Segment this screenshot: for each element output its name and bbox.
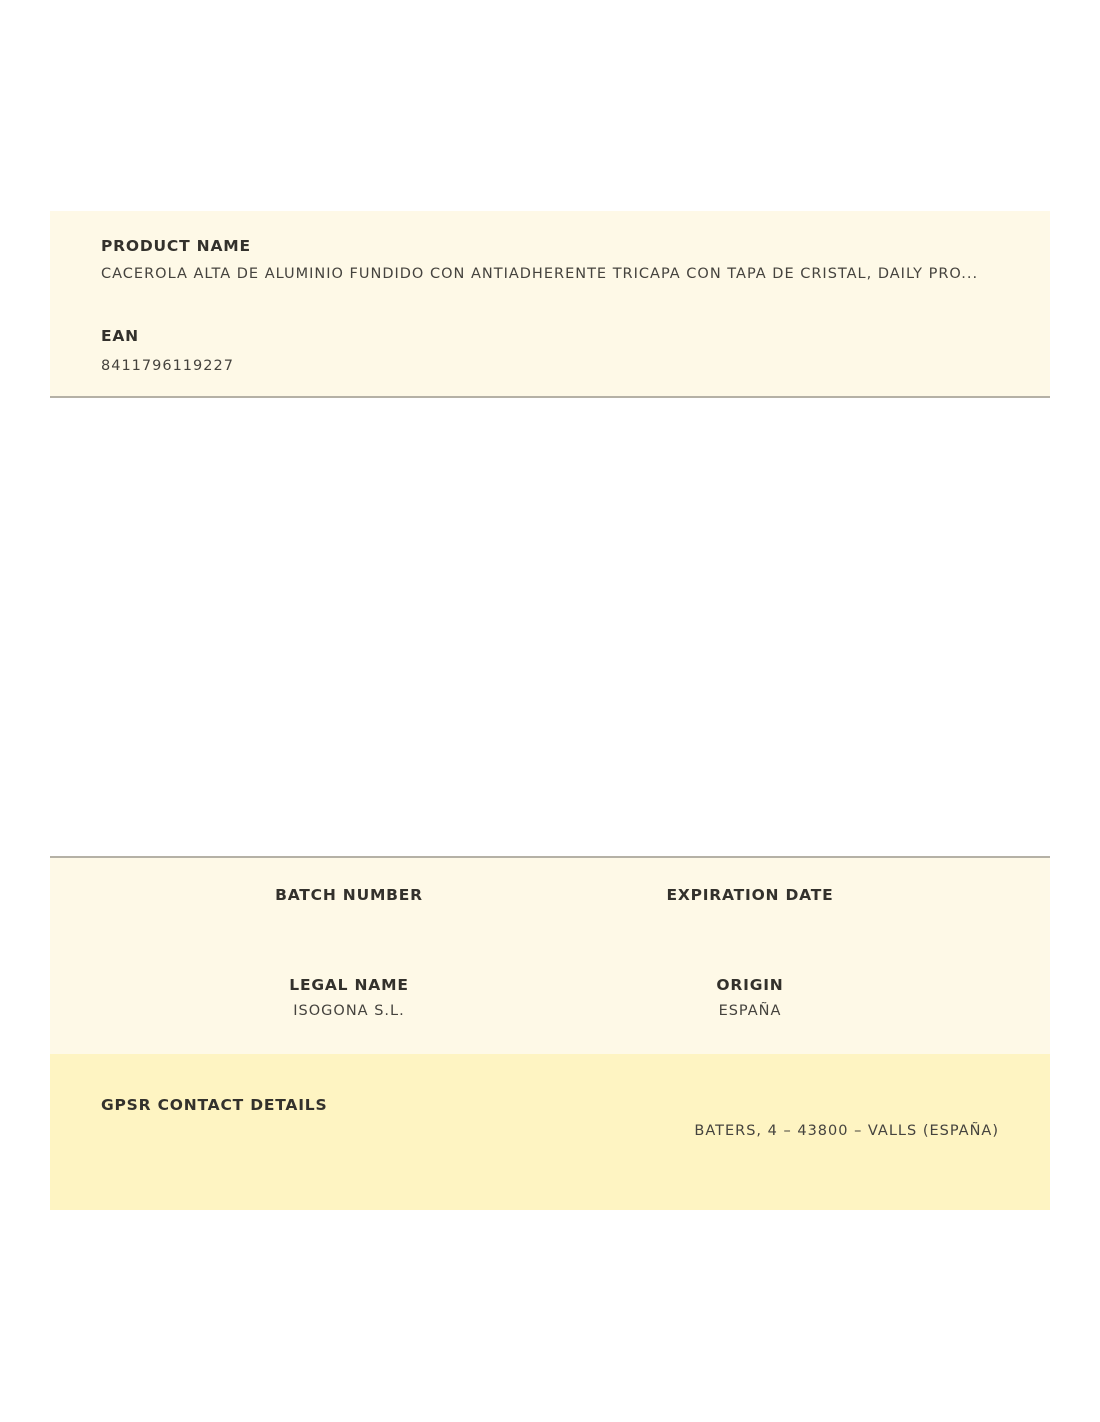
gpsr-contact-panel (50, 1054, 1050, 1210)
ean-label: EAN (101, 327, 139, 345)
origin-value: ESPAÑA (718, 1003, 782, 1019)
batch-legal-panel (50, 856, 1050, 1056)
expiration-date-label: EXPIRATION DATE (666, 886, 834, 904)
origin-label: ORIGIN (716, 976, 784, 994)
gpsr-contact-address: BATERS, 4 – 43800 – VALLS (ESPAÑA) (694, 1123, 999, 1139)
legal-name-label: LEGAL NAME (289, 976, 409, 994)
product-name-label: PRODUCT NAME (101, 237, 251, 255)
batch-number-label: BATCH NUMBER (275, 886, 423, 904)
product-name-value: CACEROLA ALTA DE ALUMINIO FUNDIDO CON ANTIADHERENTE TRICAPA CON TAPA DE CRISTAL, DAILY PRO... (101, 266, 979, 282)
origin-field (550, 976, 950, 1019)
ean-value: 8411796119227 (101, 358, 234, 374)
batch-number-field (149, 886, 549, 904)
legal-name-value: ISOGONA S.L. (293, 1003, 405, 1019)
product-info-panel (50, 211, 1050, 398)
legal-name-field (149, 976, 549, 1019)
expiration-date-field (550, 886, 950, 904)
gpsr-contact-label: GPSR CONTACT DETAILS (101, 1096, 328, 1114)
